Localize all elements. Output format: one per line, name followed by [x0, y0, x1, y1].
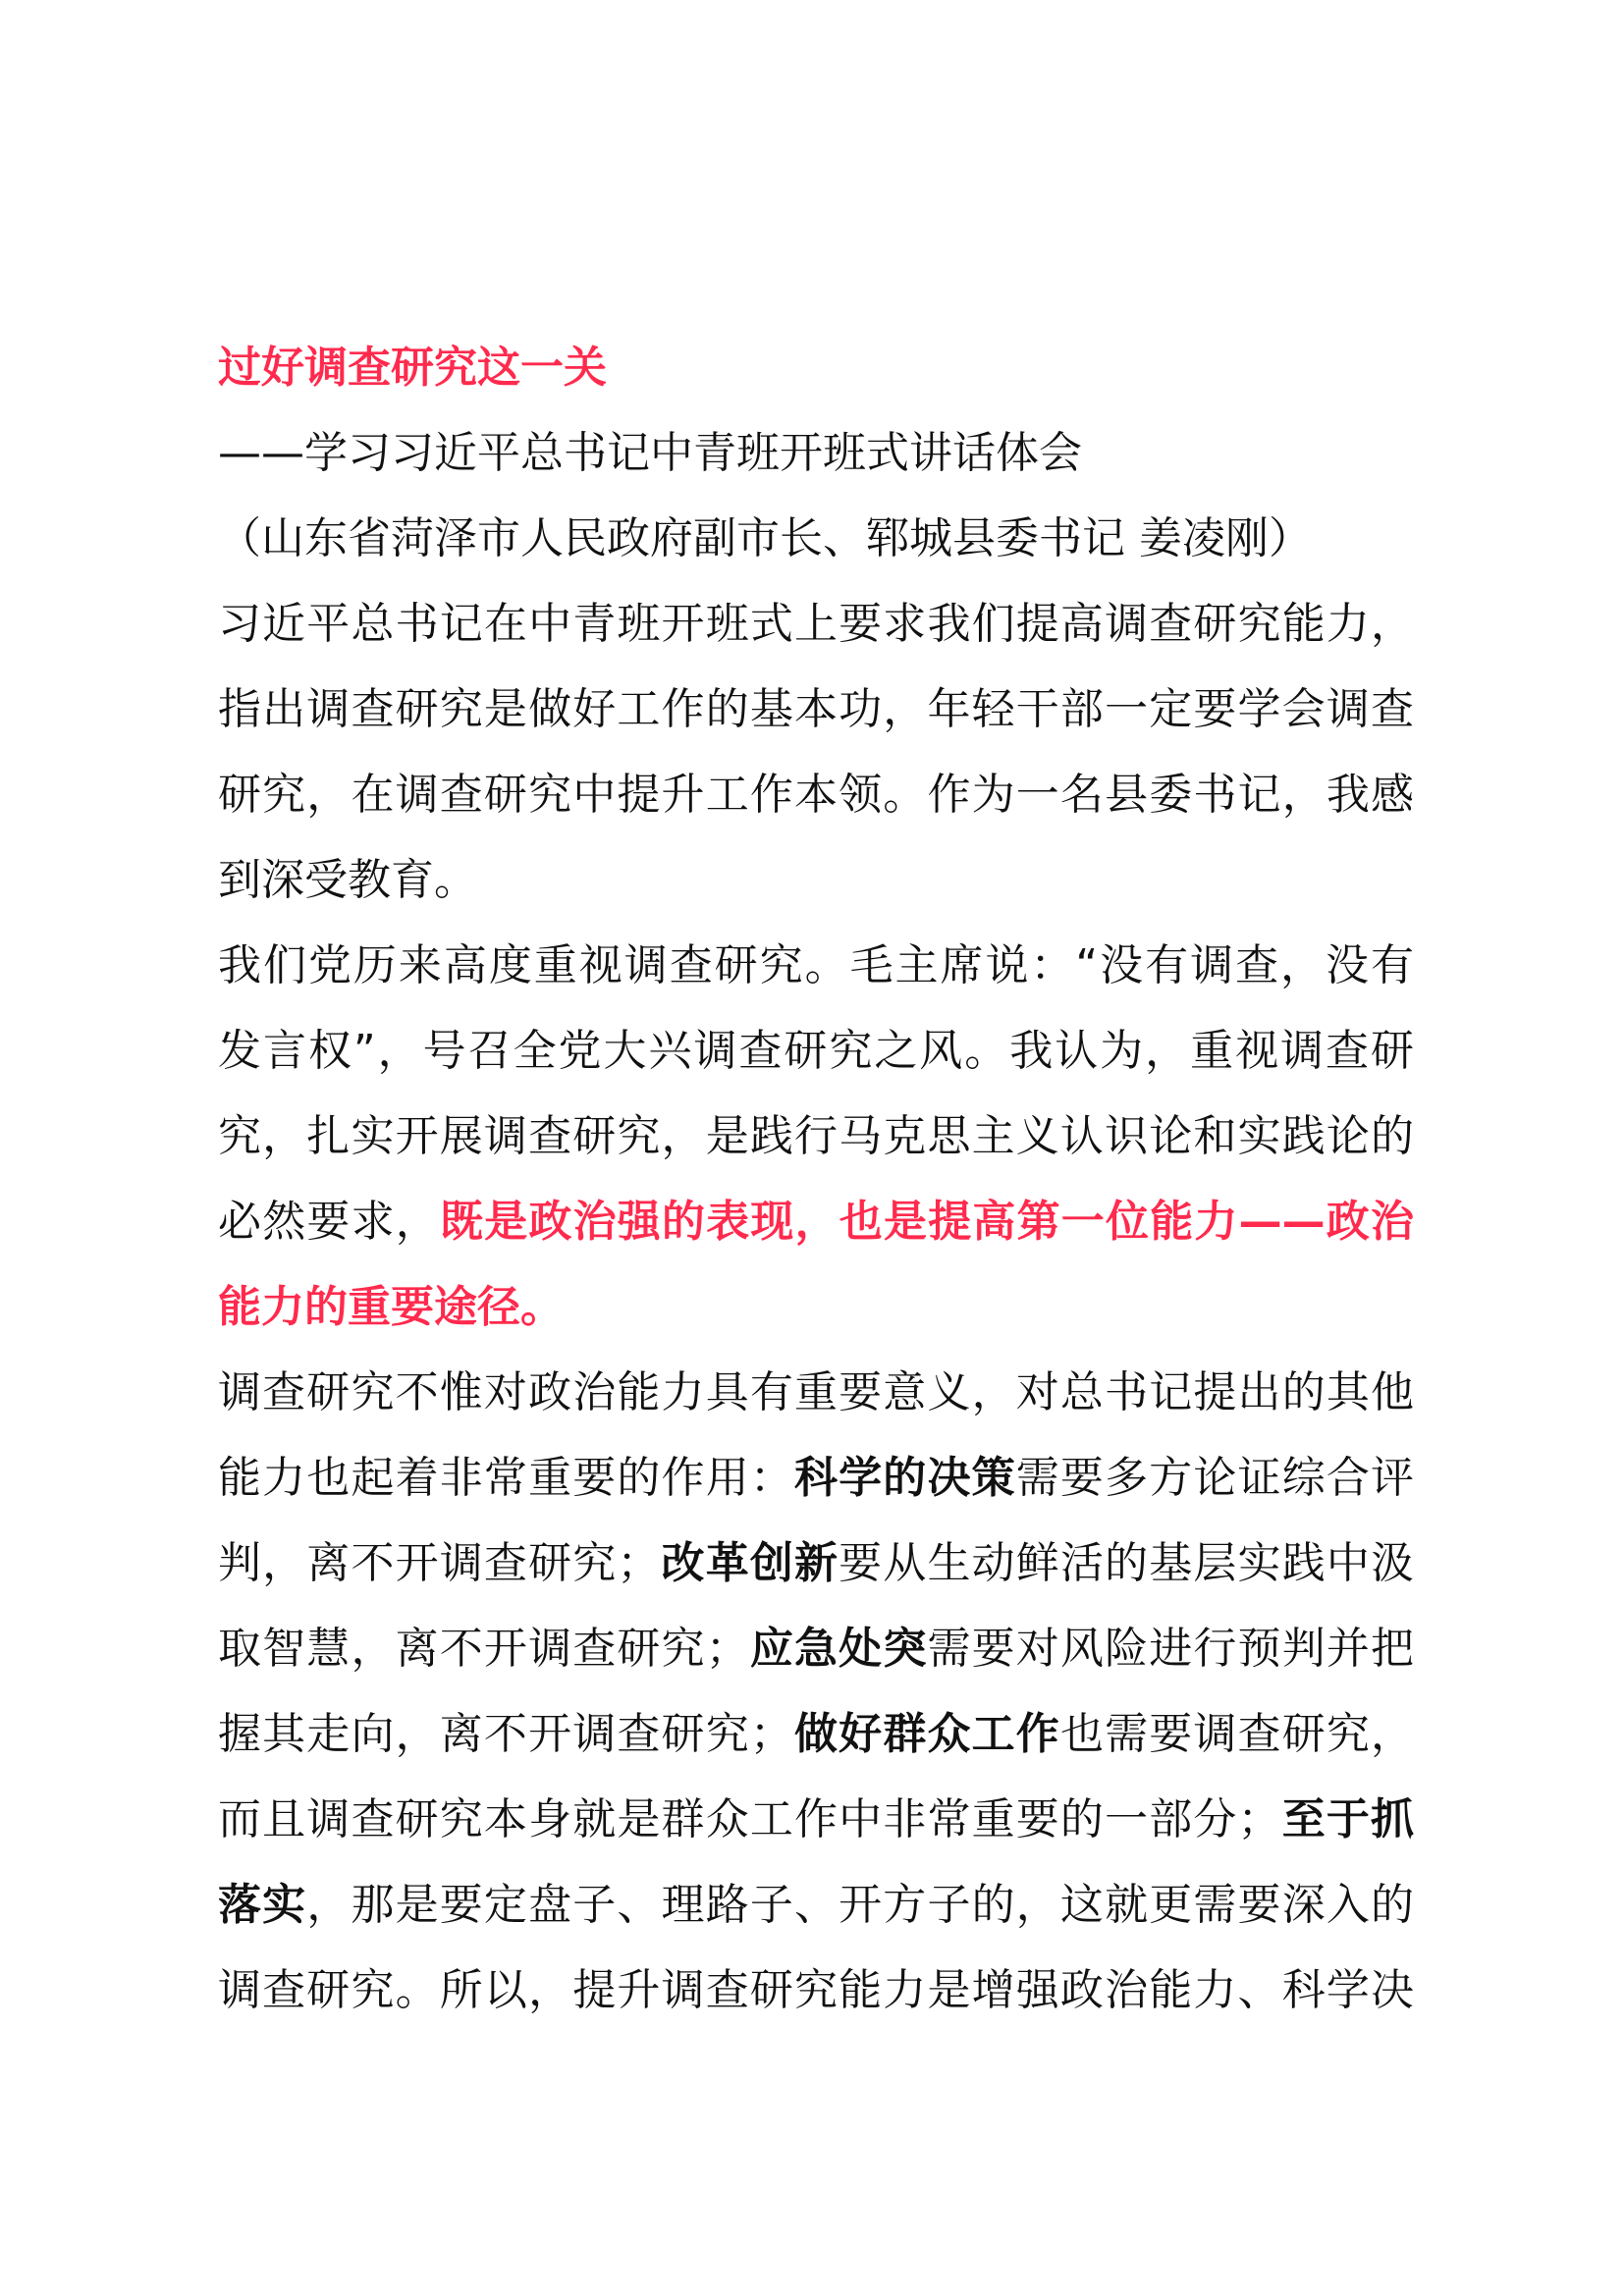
paragraph-line — [218, 1179, 1414, 1264]
text-segment: 而且调查研究本身就是群众工作中非常重要的一部分； — [218, 1794, 1281, 1844]
bold-text: 至于抓 — [1280, 1794, 1415, 1844]
text-segment: 能力也起着非常重要的作用： — [218, 1453, 794, 1503]
text-segment: 必然要求， — [218, 1197, 440, 1247]
paragraph-line — [218, 581, 1414, 667]
text-segment: 发言权”，号召全党大兴调查研究之风。我认为，重视调查研 — [218, 1026, 1414, 1076]
text-segment: 判，离不开调查研究； — [218, 1538, 661, 1588]
text-segment: 要从生动鲜活的基层实践中汲 — [839, 1538, 1415, 1588]
text-segment: 习近平总书记在中青班开班式上要求我们提高调查研究能力， — [218, 599, 1414, 649]
document-title — [218, 325, 1414, 410]
text-segment: 指出调查研究是做好工作的基本功，年轻干部一定要学会调查 — [218, 684, 1414, 734]
bold-text: 改革创新 — [660, 1538, 839, 1588]
text-segment: 握其走向，离不开调查研究； — [218, 1709, 793, 1759]
author-byline — [218, 496, 1414, 581]
bold-text: 落实 — [218, 1880, 307, 1930]
text-segment: 研究，在调查研究中提升工作本领。作为一名县委书记，我感 — [218, 770, 1414, 820]
text-segment: 我们党历来高度重视调查研究。毛主席说：“没有调查，没有 — [218, 940, 1414, 990]
text-segment: 到深受教育。 — [218, 855, 477, 905]
text-segment: ——学习习近平总书记中青班开班式讲话体会 — [218, 428, 1082, 478]
highlighted-text: 既是政治强的表现，也是提高第一位能力——政治 — [440, 1197, 1414, 1247]
paragraph-line — [218, 1777, 1414, 1862]
paragraph-line — [218, 1350, 1414, 1435]
paragraph-line — [218, 1521, 1414, 1606]
paragraph-line — [218, 1264, 1414, 1350]
bold-text: 做好群众工作 — [792, 1709, 1060, 1759]
paragraph-line — [218, 923, 1414, 1008]
paragraph-line — [218, 1948, 1414, 2033]
highlighted-text: 能力的重要途径。 — [218, 1282, 564, 1332]
paragraph-line — [218, 1606, 1414, 1691]
text-segment: 取智慧，离不开调查研究； — [218, 1624, 749, 1674]
text-segment: 需要对风险进行预判并把 — [927, 1624, 1415, 1674]
text-segment: 需要多方论证综合评 — [1015, 1453, 1415, 1503]
highlighted-text: 过好调查研究这一关 — [218, 343, 607, 393]
document-body — [218, 325, 1414, 2033]
paragraph-line — [218, 667, 1414, 752]
text-segment: 也需要调查研究， — [1059, 1709, 1415, 1759]
paragraph-line — [218, 1691, 1414, 1777]
text-segment: 调查研究。所以，提升调查研究能力是增强政治能力、科学决 — [218, 1965, 1414, 2015]
text-segment: 调查研究不惟对政治能力具有重要意义，对总书记提出的其他 — [218, 1367, 1414, 1417]
bold-text: 应急处突 — [748, 1624, 928, 1674]
text-segment: （山东省菏泽市人民政府副市长、郓城县委书记 姜凌刚） — [218, 513, 1312, 563]
paragraph-line — [218, 1008, 1414, 1094]
text-segment: 究，扎实开展调查研究，是践行马克思主义认识论和实践论的 — [218, 1111, 1414, 1161]
paragraph-line — [218, 1094, 1414, 1179]
paragraph-line — [218, 837, 1414, 923]
document-subtitle — [218, 410, 1414, 496]
paragraph-line — [218, 1435, 1414, 1521]
paragraph-line — [218, 1862, 1414, 1948]
text-segment: ，那是要定盘子、理路子、开方子的，这就更需要深入的 — [306, 1880, 1415, 1930]
paragraph-line — [218, 752, 1414, 837]
bold-text: 科学的决策 — [794, 1453, 1016, 1503]
